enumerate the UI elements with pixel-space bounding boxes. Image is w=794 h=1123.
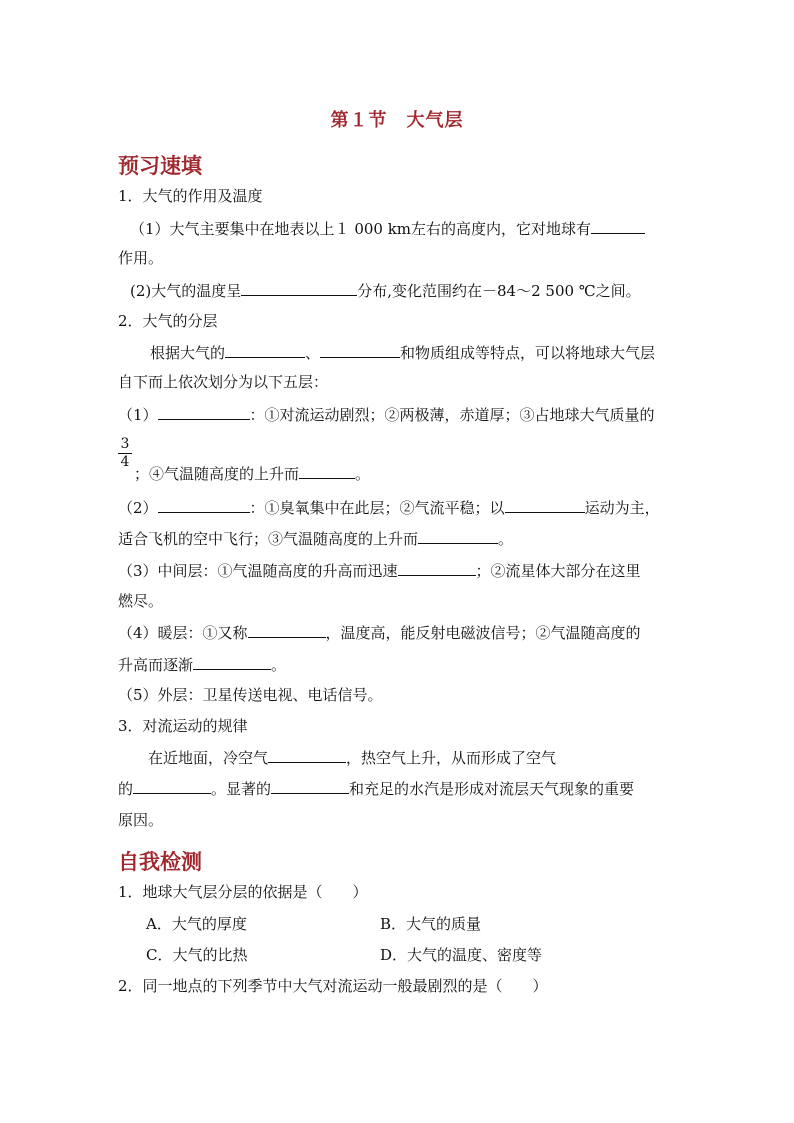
p3-line2: 的 。显著的 和充足的水汽是形成对流层天气现象的重要	[118, 780, 635, 798]
blank-basis-1[interactable]	[225, 342, 305, 358]
layer1-line-cont: ；④气温随高度的上升而 。	[134, 465, 371, 483]
page-title: 第１节 大气层	[330, 110, 464, 131]
fraction-three-quarters: $\frac{3}{4}$	[118, 436, 132, 471]
blank-layer2-motion[interactable]	[505, 497, 585, 513]
p3-line3: 原因。	[118, 811, 164, 829]
p3-heading: 3．对流运动的规律	[118, 717, 248, 735]
blank-layer4-alias[interactable]	[248, 622, 326, 638]
layer5-line: （5）外层：卫星传送电视、电话信号。	[118, 686, 383, 704]
question-2-stem: 2．同一地点的下列季节中大气对流运动一般最剧烈的是（ ）	[118, 977, 548, 995]
blank-layer1-temp[interactable]	[299, 463, 355, 479]
blank-air-motion[interactable]	[133, 778, 211, 794]
question-1-option-d[interactable]: D．大气的温度、密度等	[380, 946, 543, 964]
layer2-line: （2） ：①臭氧集中在此层；②气流平稳；以 运动为主，	[118, 499, 660, 517]
blank-notable-factor[interactable]	[271, 778, 349, 794]
blank-layer2-name[interactable]	[158, 497, 250, 513]
section-preview-heading: 预习速填	[118, 153, 202, 178]
blank-layer4-temp[interactable]	[193, 654, 271, 670]
blank-layer2-temp[interactable]	[418, 528, 498, 544]
layer1-line: （1） ：①对流运动剧烈；②两极薄，赤道厚；③占地球大气质量的	[118, 406, 655, 424]
question-1-stem: 1．地球大气层分层的依据是（ ）	[118, 883, 368, 901]
p2-heading: 2．大气的分层	[118, 312, 218, 330]
blank-atmosphere-role[interactable]	[591, 218, 645, 234]
p1-line1: （1）大气主要集中在地表以上１ 000 km左右的高度内，它对地球有	[130, 218, 645, 239]
p1-heading: 1．大气的作用及温度	[118, 187, 263, 205]
blank-cold-air[interactable]	[268, 747, 346, 763]
question-1-option-a[interactable]: A．大气的厚度	[146, 915, 247, 933]
blank-layer3-temp[interactable]	[398, 560, 476, 576]
layer3-line-cont: 燃尽。	[118, 592, 164, 610]
blank-basis-2[interactable]	[320, 342, 400, 358]
blank-temperature-distribution[interactable]	[241, 280, 357, 296]
blank-layer1-name[interactable]	[158, 404, 250, 420]
p2-intro: 根据大气的 、 和物质组成等特点，可以将地球大气层	[150, 344, 656, 362]
question-1-option-c[interactable]: C．大气的比热	[146, 946, 248, 964]
layer4-line: （4）暖层：①又称 ，温度高，能反射电磁波信号；②气温随高度的	[118, 624, 641, 642]
section-selftest-heading: 自我检测	[118, 849, 202, 874]
layer3-line: （3）中间层：①气温随高度的升高而迅速 ；②流星体大部分在这里	[118, 562, 641, 580]
layer4-line-cont: 升高而逐渐 。	[118, 656, 287, 674]
p1-line2: (2)大气的温度呈 分布,变化范围约在－84～2 500 ℃之间。	[130, 282, 641, 300]
p1-line1-cont: 作用。	[118, 249, 164, 267]
question-1-option-b[interactable]: B．大气的质量	[380, 915, 482, 933]
p2-intro-cont: 自下而上依次划分为以下五层：	[118, 373, 329, 391]
layer2-line-cont: 适合飞机的空中飞行；③气温随高度的上升而 。	[118, 530, 514, 548]
p3-line1: 在近地面，冷空气 ，热空气上升，从而形成了空气	[148, 749, 557, 767]
